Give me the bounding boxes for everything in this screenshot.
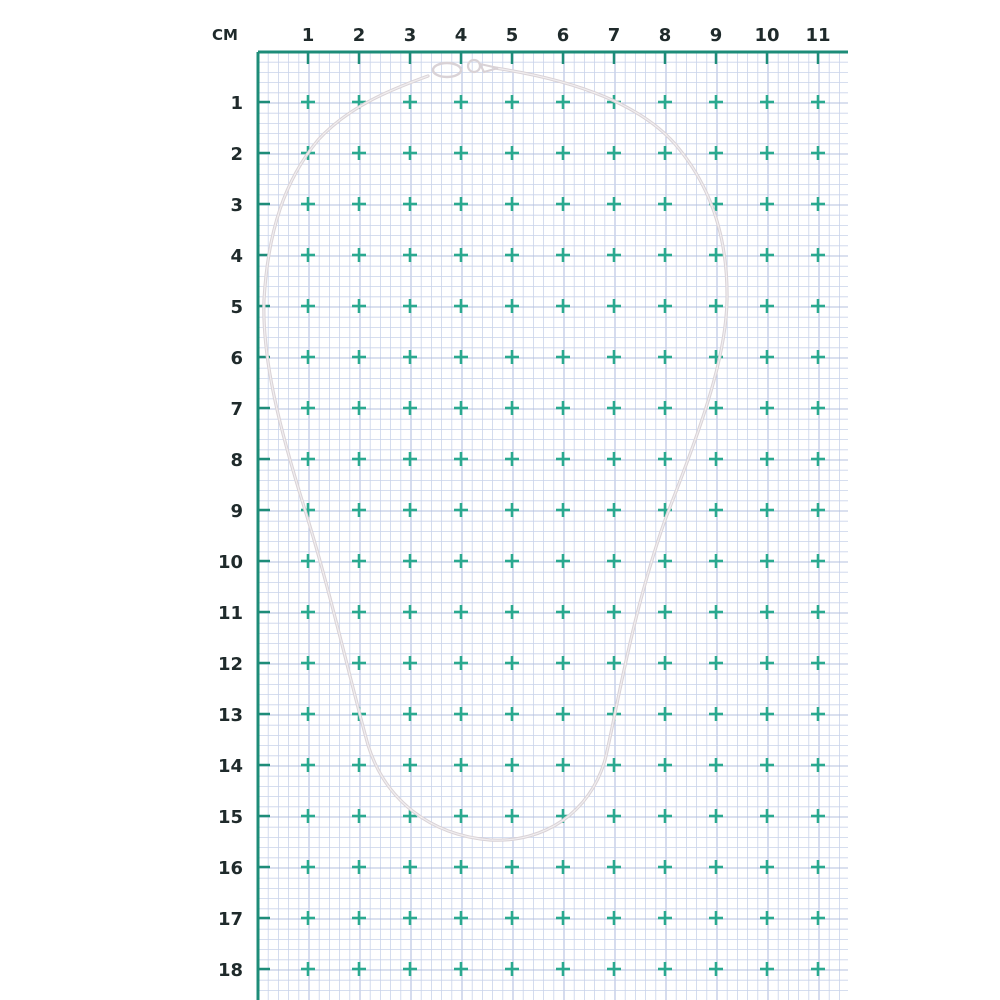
y-tick-label: 1 [230, 93, 243, 114]
x-tick-label: 3 [403, 25, 417, 46]
y-tick-label: 8 [230, 450, 243, 471]
y-tick-label: 10 [217, 552, 243, 573]
x-tick-label: 2 [352, 25, 366, 46]
y-tick-label: 9 [230, 501, 243, 522]
y-tick-label: 14 [217, 756, 243, 777]
y-tick-label: 3 [230, 195, 243, 216]
x-tick-label: 8 [658, 25, 672, 46]
y-tick-label: 6 [230, 348, 243, 369]
y-tick-label: 12 [217, 654, 243, 675]
y-tick-label: 5 [230, 297, 243, 318]
x-tick-label: 11 [805, 25, 831, 46]
x-tick-label: 6 [556, 25, 570, 46]
y-tick-label: 4 [230, 246, 243, 267]
y-tick-label: 7 [230, 399, 243, 420]
unit-label: СМ [212, 26, 238, 44]
y-tick-label: 17 [217, 909, 243, 930]
x-tick-label: 10 [754, 25, 780, 46]
y-tick-label: 11 [217, 603, 243, 624]
y-tick-label: 15 [217, 807, 243, 828]
x-tick-label: 4 [454, 25, 468, 46]
y-tick-label: 18 [217, 960, 243, 981]
x-tick-label: 9 [709, 25, 723, 46]
x-tick-label: 7 [607, 25, 621, 46]
x-tick-label: 1 [301, 25, 315, 46]
y-tick-label: 13 [217, 705, 243, 726]
y-tick-label: 16 [217, 858, 243, 879]
x-tick-label: 5 [505, 25, 519, 46]
y-tick-label: 2 [230, 144, 243, 165]
